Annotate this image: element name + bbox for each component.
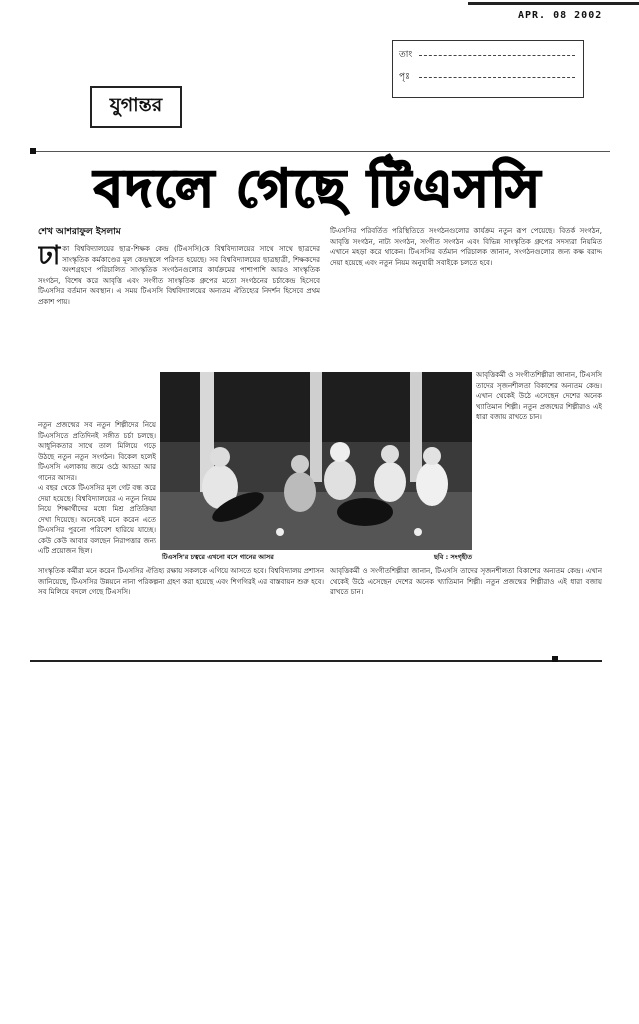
top-rule [468, 2, 639, 5]
headline-rule [30, 151, 610, 152]
photo-caption [162, 552, 472, 563]
newspaper-name: যুগান্তর [90, 86, 182, 128]
article-column-bottom-right [330, 566, 602, 658]
headline: বদলে গেছে টিএসসি [93, 159, 543, 219]
date-stamp: APR. 08 2002 [518, 10, 603, 21]
paragraph: আবৃত্তিকর্মী ও সংগীতশিল্পীরা জানান, টিএসসি তাদের সৃজনশীলতা বিকাশের অন্যতম কেন্দ্র। এখান থেকেই উঠে এসেছেন দেশের অনেক খ্যাতিমান শিল্পী। নতুন প্রজন্মের শিল্পীরাও এই ধারা বজায় রাখতে চান। [476, 371, 602, 421]
paragraph: টিএসসির পরিবর্তিত পরিস্থিতিতে সংগঠনগুলোর কার্যক্রম নতুন রূপ পেয়েছে। বিতর্ক সংগঠন, আবৃত্তি সংগঠন, নাট্য সংগঠন, সংগীত সংগঠন এবং বিভিন্ন সাংস্কৃতিক গ্রুপের সদস্যরা নিয়মিত এখানে মহড়া করে থাকেন। টিএসসির বর্তমান পরিচালক জানান, সংগঠনগুলোর জন্য কক্ষ বরাদ্দ দেয়া হয়েছে এবং নতুন নিয়ম অনুযায়ী সবাইকে চলতে হবে। [330, 227, 602, 267]
article-column-right-top [330, 226, 602, 366]
article-column-bottom-left [38, 566, 324, 658]
photo-credit: ছবি : সংগৃহীত [433, 553, 472, 561]
paragraph: এ বছর থেকে টিএসসির মূল গেট বন্ধ করে দেয়া হয়েছে। বিশ্ববিদ্যালয়ের এ নতুন নিয়ম নিয়ে শিক্ষার্থীদের মধ্যে মিশ্র প্রতিক্রিয়া দেখা দিয়েছে। অনেকেই মনে করেন এতে টিএসসির পুরনো পরিবেশ হারিয়ে যাচ্ছে। কেউ কেউ আবার বলছেন নিরাপত্তার জন্য এটি প্রয়োজন ছিল। [38, 484, 156, 555]
file-stamp-line [419, 55, 575, 56]
file-stamp-label-page: পৃঃ [399, 72, 410, 82]
paragraph: নতুন প্রজন্মের সব নতুন শিল্পীদের নিয়ে টিএসসিতে প্রতিদিনই সঙ্গীত চর্চা চলছে। আধুনিকতার সাথে তাল মিলিয়ে গড়ে উঠছে নতুন নতুন সংগঠন। বিকেল হলেই টিএসসি এলাকায় জমে ওঠে আড্ডা আর গানের আসর। [38, 421, 156, 482]
file-stamp-line [419, 77, 575, 78]
bottom-rule [30, 660, 602, 662]
file-stamp [392, 40, 584, 98]
byline: শেখ আশরাফুল ইসলাম [38, 227, 121, 237]
caption-text: টিএসসি'র চত্বরে এখনো বসে গানের আসর [162, 553, 274, 561]
drop-cap: ঢা [38, 244, 61, 271]
paragraph: সাংস্কৃতিক কর্মীরা মনে করেন টিএসসির ঐতিহ্য রক্ষায় সকলকে এগিয়ে আসতে হবে। বিশ্ববিদ্যালয় প্রশাসন জানিয়েছে, টিএসসির উন্নয়নে নানা পরিকল্পনা গ্রহণ করা হয়েছে এবং শিগগিরই এর বাস্তবায়ন শুরু হবে। সব মিলিয়ে বদলে গেছে টিএসসি। [38, 567, 324, 596]
file-stamp-label-date: তাং [399, 50, 413, 60]
article-photo [160, 372, 472, 550]
paragraph: কা বিশ্ববিদ্যালয়ের ছাত্র-শিক্ষক কেন্দ্র (টিএসসি)কে বিশ্ববিদ্যালয়ের সাথে সাথে ছাত্রদের সাংস্কৃতিক কর্মকাণ্ডের মূল কেন্দ্রস্থলে পরিণত হয়েছে। সব বিশ্ববিদ্যালয়ের ছাত্রছাত্রী, শিক্ষকদের অংশগ্রহণে পরিচালিত সাংস্কৃতিক সংগঠনগুলোর কার্যক্রমের পাশাপাশি আরও সাংস্কৃতিক সংগঠন, বিশেষ করে আবৃত্তি এবং সংগীত সাংস্কৃতিক গ্রুপের মতো সংগঠনের চর্চাকেন্দ্র হিসেবে টিএসসির বর্তমান অবস্থান। এ সময় টিএসসি বিশ্ববিদ্যালয়ের অন্যতম ঐতিহ্যের নিদর্শন হিসেবে প্রথম প্রকাশ পায়। [38, 245, 320, 306]
paragraph: আবৃত্তিকর্মী ও সংগীতশিল্পীরা জানান, টিএসসি তাদের সৃজনশীলতা বিকাশের অন্যতম কেন্দ্র। এখান থেকেই উঠে এসেছেন দেশের অনেক খ্যাতিমান শিল্পী। নতুন প্রজন্মের শিল্পীরাও এই ধারা বজায় রাখতে চান। [330, 567, 602, 596]
corner-mark [30, 148, 36, 154]
corner-mark [552, 656, 558, 662]
